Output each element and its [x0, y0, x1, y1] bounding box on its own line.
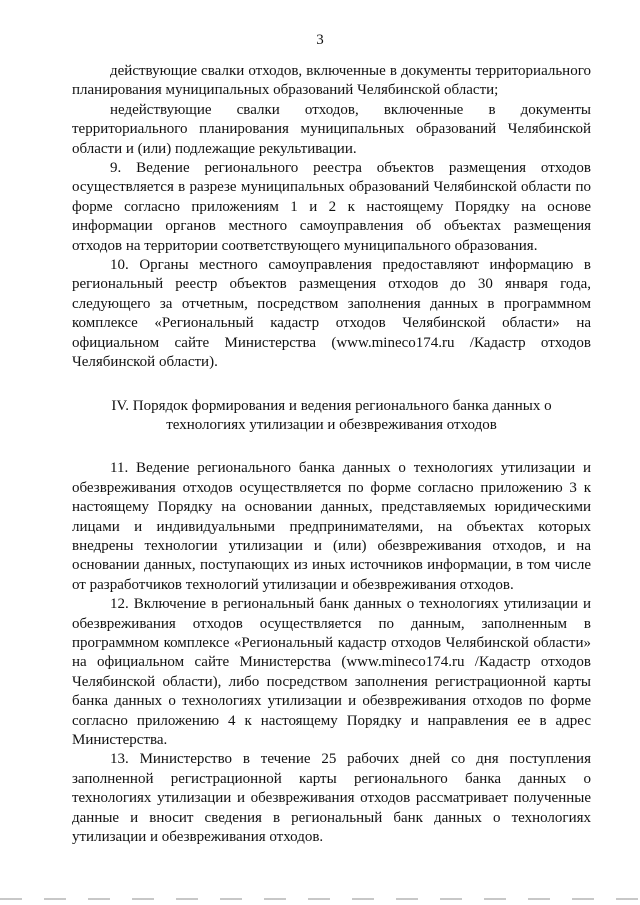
document-body: [72, 62, 591, 847]
page-number: 3: [316, 32, 324, 48]
paragraph-11: 11. Ведение регионального банка данных о технологиях утилизации и обезвреживания отходов осуществляется по форме согласно приложению 3 к настоящему Порядку на основании данных, представляемых юридическими лицами и индивидуальными предпринимателями, на объектах которых внедрены технологии утилизации и (или) обезвреживания отходов, и на основании данных, поступающих из иных источников информации, в том числе от разработчиков технологий утилизации и обезвреживания отходов.: [72, 460, 591, 593]
paragraph-10: 10. Органы местного самоуправления предоставляют информацию в региональный реестр объектов размещения отходов до 30 января года, следующего за отчетным, посредством заполнения данных в программном комплексе «Региональный кадастр отходов Челябинской области» на официальном сайте Министерства (www.mineco174.ru /Кадастр отходов Челябинской области).: [72, 257, 591, 371]
paragraph-active-dumps: действующие свалки отходов, включенные в документы территориального планирования муниципальных образований Челябинской области;: [72, 63, 591, 99]
paragraph-inactive-dumps: недействующие свалки отходов, включенные в документы территориального планирования муниципальных образований Челябинской области и (или) подлежащие рекультивации.: [72, 101, 591, 157]
paragraph-13: 13. Министерство в течение 25 рабочих дней со дня поступления заполненной регистрационной карты регионального банка данных о технологиях утилизации и обезвреживания отходов рассматривает полученные данные и вносит сведения в региональный банк данных о технологиях утилизации и обезвреживания отходов.: [72, 751, 591, 846]
section-heading-iv: IV. Порядок формирования и ведения регионального банка данных о технологиях утилизации и обезвреживания отходов: [111, 397, 552, 433]
paragraph-12: 12. Включение в региональный банк данных о технологиях утилизации и обезвреживания отходов осуществляется по данным, заполненным в программном комплексе «Региональный кадастр отходов Челябинской области» на официальном сайте Министерства (www.mineco174.ru /Кадастр отходов Челябинской области), либо посредством заполнения регистрационной карты банка данных о технологиях утилизации и обезвреживания отходов по форме согласно приложению 4 к настоящему Порядку и направления ее в адрес Министерства.: [72, 596, 591, 748]
page-bottom-edge: [0, 898, 640, 900]
paragraph-9: 9. Ведение регионального реестра объектов размещения отходов осуществляется в разрезе муниципальных образований Челябинской области по форме согласно приложениям 1 и 2 к настоящему Порядку на основе информации органов местного самоуправления об объектах размещения отходов на территории соответствующего муниципального образования.: [72, 160, 591, 254]
